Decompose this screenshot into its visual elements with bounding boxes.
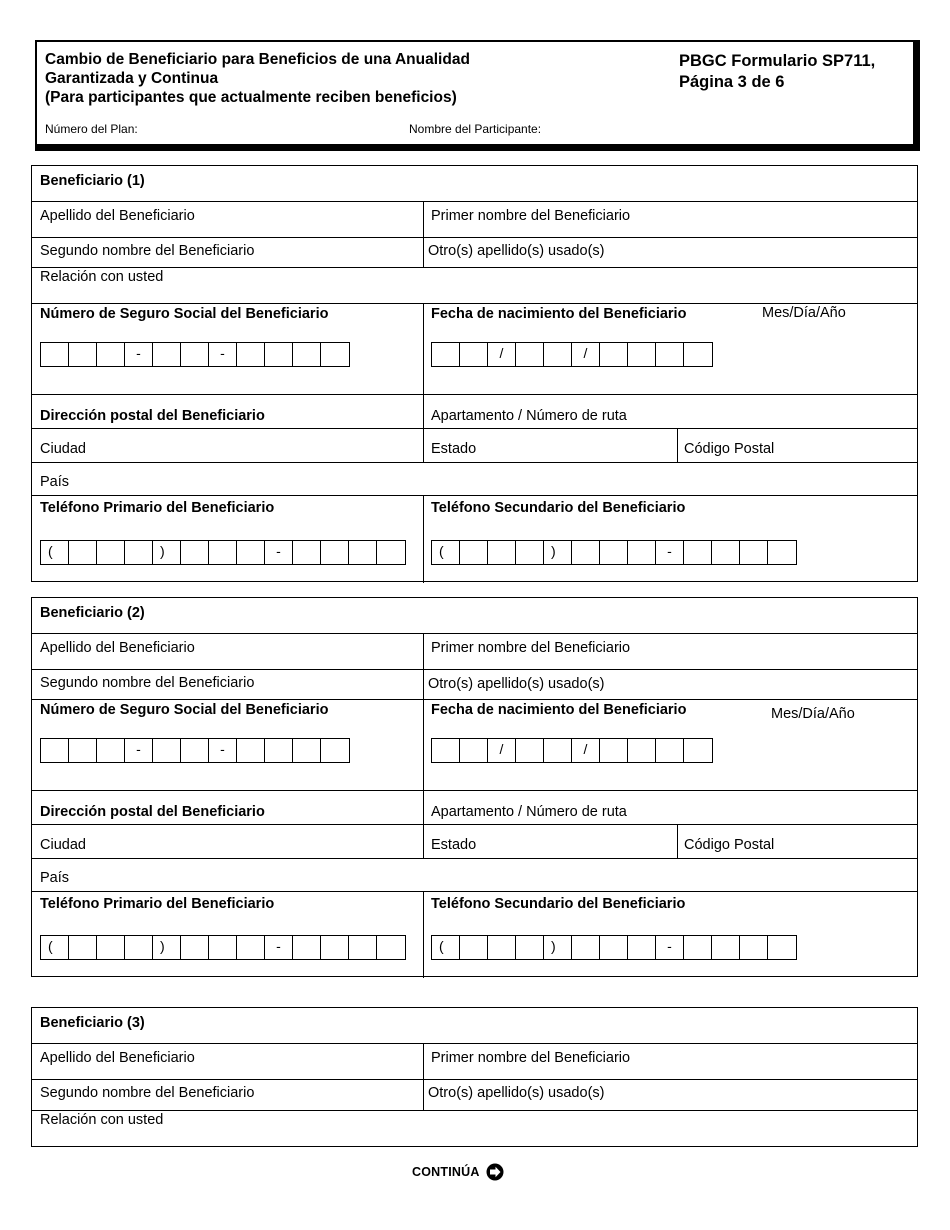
- arrow-circle-right-icon: [486, 1163, 504, 1181]
- beneficiary-3-other-names-field[interactable]: Otro(s) apellido(s) usado(s): [428, 1085, 605, 1101]
- page-label: Página 3 de 6: [679, 73, 785, 91]
- beneficiary-2-phone-secondary-boxes[interactable]: ( ) -: [431, 935, 797, 960]
- beneficiary-1-state-field[interactable]: Estado: [431, 441, 477, 457]
- participant-name-field[interactable]: Nombre del Participante:: [409, 122, 542, 136]
- beneficiary-2-address-field[interactable]: Dirección postal del Beneficiario: [40, 804, 265, 820]
- date-separator: /: [572, 343, 600, 366]
- form-title-line-2: Garantizada y Continua: [45, 70, 219, 87]
- beneficiary-2-country-field[interactable]: País: [40, 870, 70, 886]
- beneficiary-2-last-name-field[interactable]: Apellido del Beneficiario: [40, 640, 195, 656]
- form-identifier: [679, 51, 875, 93]
- beneficiary-1-dob-format: Mes/Día/Año: [762, 305, 846, 321]
- beneficiary-1-section: [31, 165, 918, 582]
- continue-label: CONTINÚA: [412, 1165, 480, 1179]
- form-title-line-3: (Para participantes que actualmente reciben beneficios): [45, 89, 457, 106]
- beneficiary-3-title: Beneficiario (3): [40, 1015, 145, 1031]
- beneficiary-1-zip-field[interactable]: Código Postal: [684, 441, 775, 457]
- beneficiary-2-dob-boxes[interactable]: / /: [431, 738, 713, 763]
- plan-number-field[interactable]: Número del Plan:: [45, 122, 138, 136]
- beneficiary-2-section: [31, 597, 918, 977]
- beneficiary-1-last-name-field[interactable]: Apellido del Beneficiario: [40, 208, 195, 224]
- beneficiary-3-relationship-field[interactable]: Relación con usted: [40, 1112, 164, 1128]
- beneficiary-1-other-names-field[interactable]: Otro(s) apellido(s) usado(s): [428, 243, 605, 259]
- beneficiary-3-first-name-field[interactable]: Primer nombre del Beneficiario: [431, 1050, 631, 1066]
- beneficiary-1-apartment-field[interactable]: Apartamento / Número de ruta: [431, 408, 627, 424]
- form-id: PBGC Formulario SP711,: [679, 52, 876, 70]
- beneficiary-1-dob-label: Fecha de nacimiento del Beneficiario: [431, 306, 687, 322]
- beneficiary-1-title: Beneficiario (1): [40, 173, 145, 189]
- beneficiary-2-title: Beneficiario (2): [40, 605, 145, 621]
- beneficiary-1-middle-name-field[interactable]: Segundo nombre del Beneficiario: [40, 243, 255, 259]
- beneficiary-1-city-field[interactable]: Ciudad: [40, 441, 86, 457]
- beneficiary-1-ssn-label: Número de Seguro Social del Beneficiario: [40, 306, 329, 322]
- beneficiary-2-phone-primary-boxes[interactable]: ( ) -: [40, 935, 406, 960]
- ssn-separator: -: [125, 343, 153, 366]
- beneficiary-1-relationship-field[interactable]: Relación con usted: [40, 269, 164, 285]
- beneficiary-2-dob-label: Fecha de nacimiento del Beneficiario: [431, 702, 687, 718]
- beneficiary-2-dob-format: Mes/Día/Año: [771, 706, 855, 722]
- beneficiary-3-section: [31, 1007, 918, 1147]
- beneficiary-1-ssn-boxes[interactable]: [40, 342, 350, 367]
- date-separator: /: [488, 343, 516, 366]
- ssn-separator: -: [209, 343, 237, 366]
- beneficiary-2-ssn-boxes[interactable]: - -: [40, 738, 350, 763]
- beneficiary-2-phone-primary-label: Teléfono Primario del Beneficiario: [40, 896, 275, 912]
- beneficiary-2-city-field[interactable]: Ciudad: [40, 837, 86, 853]
- beneficiary-1-country-field[interactable]: País: [40, 474, 70, 490]
- beneficiary-3-middle-name-field[interactable]: Segundo nombre del Beneficiario: [40, 1085, 255, 1101]
- beneficiary-1-dob-boxes[interactable]: [431, 342, 713, 367]
- beneficiary-1-phone-secondary-label: Teléfono Secundario del Beneficiario: [431, 500, 686, 516]
- beneficiary-2-zip-field[interactable]: Código Postal: [684, 837, 775, 853]
- beneficiary-1-phone-primary-boxes[interactable]: ( ) -: [40, 540, 406, 565]
- beneficiary-2-ssn-label: Número de Seguro Social del Beneficiario: [40, 702, 329, 718]
- beneficiary-2-middle-name-field[interactable]: Segundo nombre del Beneficiario: [40, 675, 255, 691]
- beneficiary-2-phone-secondary-label: Teléfono Secundario del Beneficiario: [431, 896, 686, 912]
- beneficiary-2-state-field[interactable]: Estado: [431, 837, 477, 853]
- form-header: [35, 40, 920, 151]
- beneficiary-2-other-names-field[interactable]: Otro(s) apellido(s) usado(s): [428, 676, 605, 692]
- beneficiary-1-first-name-field[interactable]: Primer nombre del Beneficiario: [431, 208, 631, 224]
- beneficiary-1-address-field[interactable]: Dirección postal del Beneficiario: [40, 408, 265, 424]
- beneficiary-3-last-name-field[interactable]: Apellido del Beneficiario: [40, 1050, 195, 1066]
- continue-indicator: [412, 1163, 504, 1181]
- beneficiary-2-first-name-field[interactable]: Primer nombre del Beneficiario: [431, 640, 631, 656]
- form-title: [45, 50, 470, 107]
- beneficiary-1-phone-primary-label: Teléfono Primario del Beneficiario: [40, 500, 275, 516]
- form-title-line-1: Cambio de Beneficiario para Beneficios de una Anualidad: [45, 51, 470, 68]
- beneficiary-2-apartment-field[interactable]: Apartamento / Número de ruta: [431, 804, 627, 820]
- beneficiary-1-phone-secondary-boxes[interactable]: ( ) -: [431, 540, 797, 565]
